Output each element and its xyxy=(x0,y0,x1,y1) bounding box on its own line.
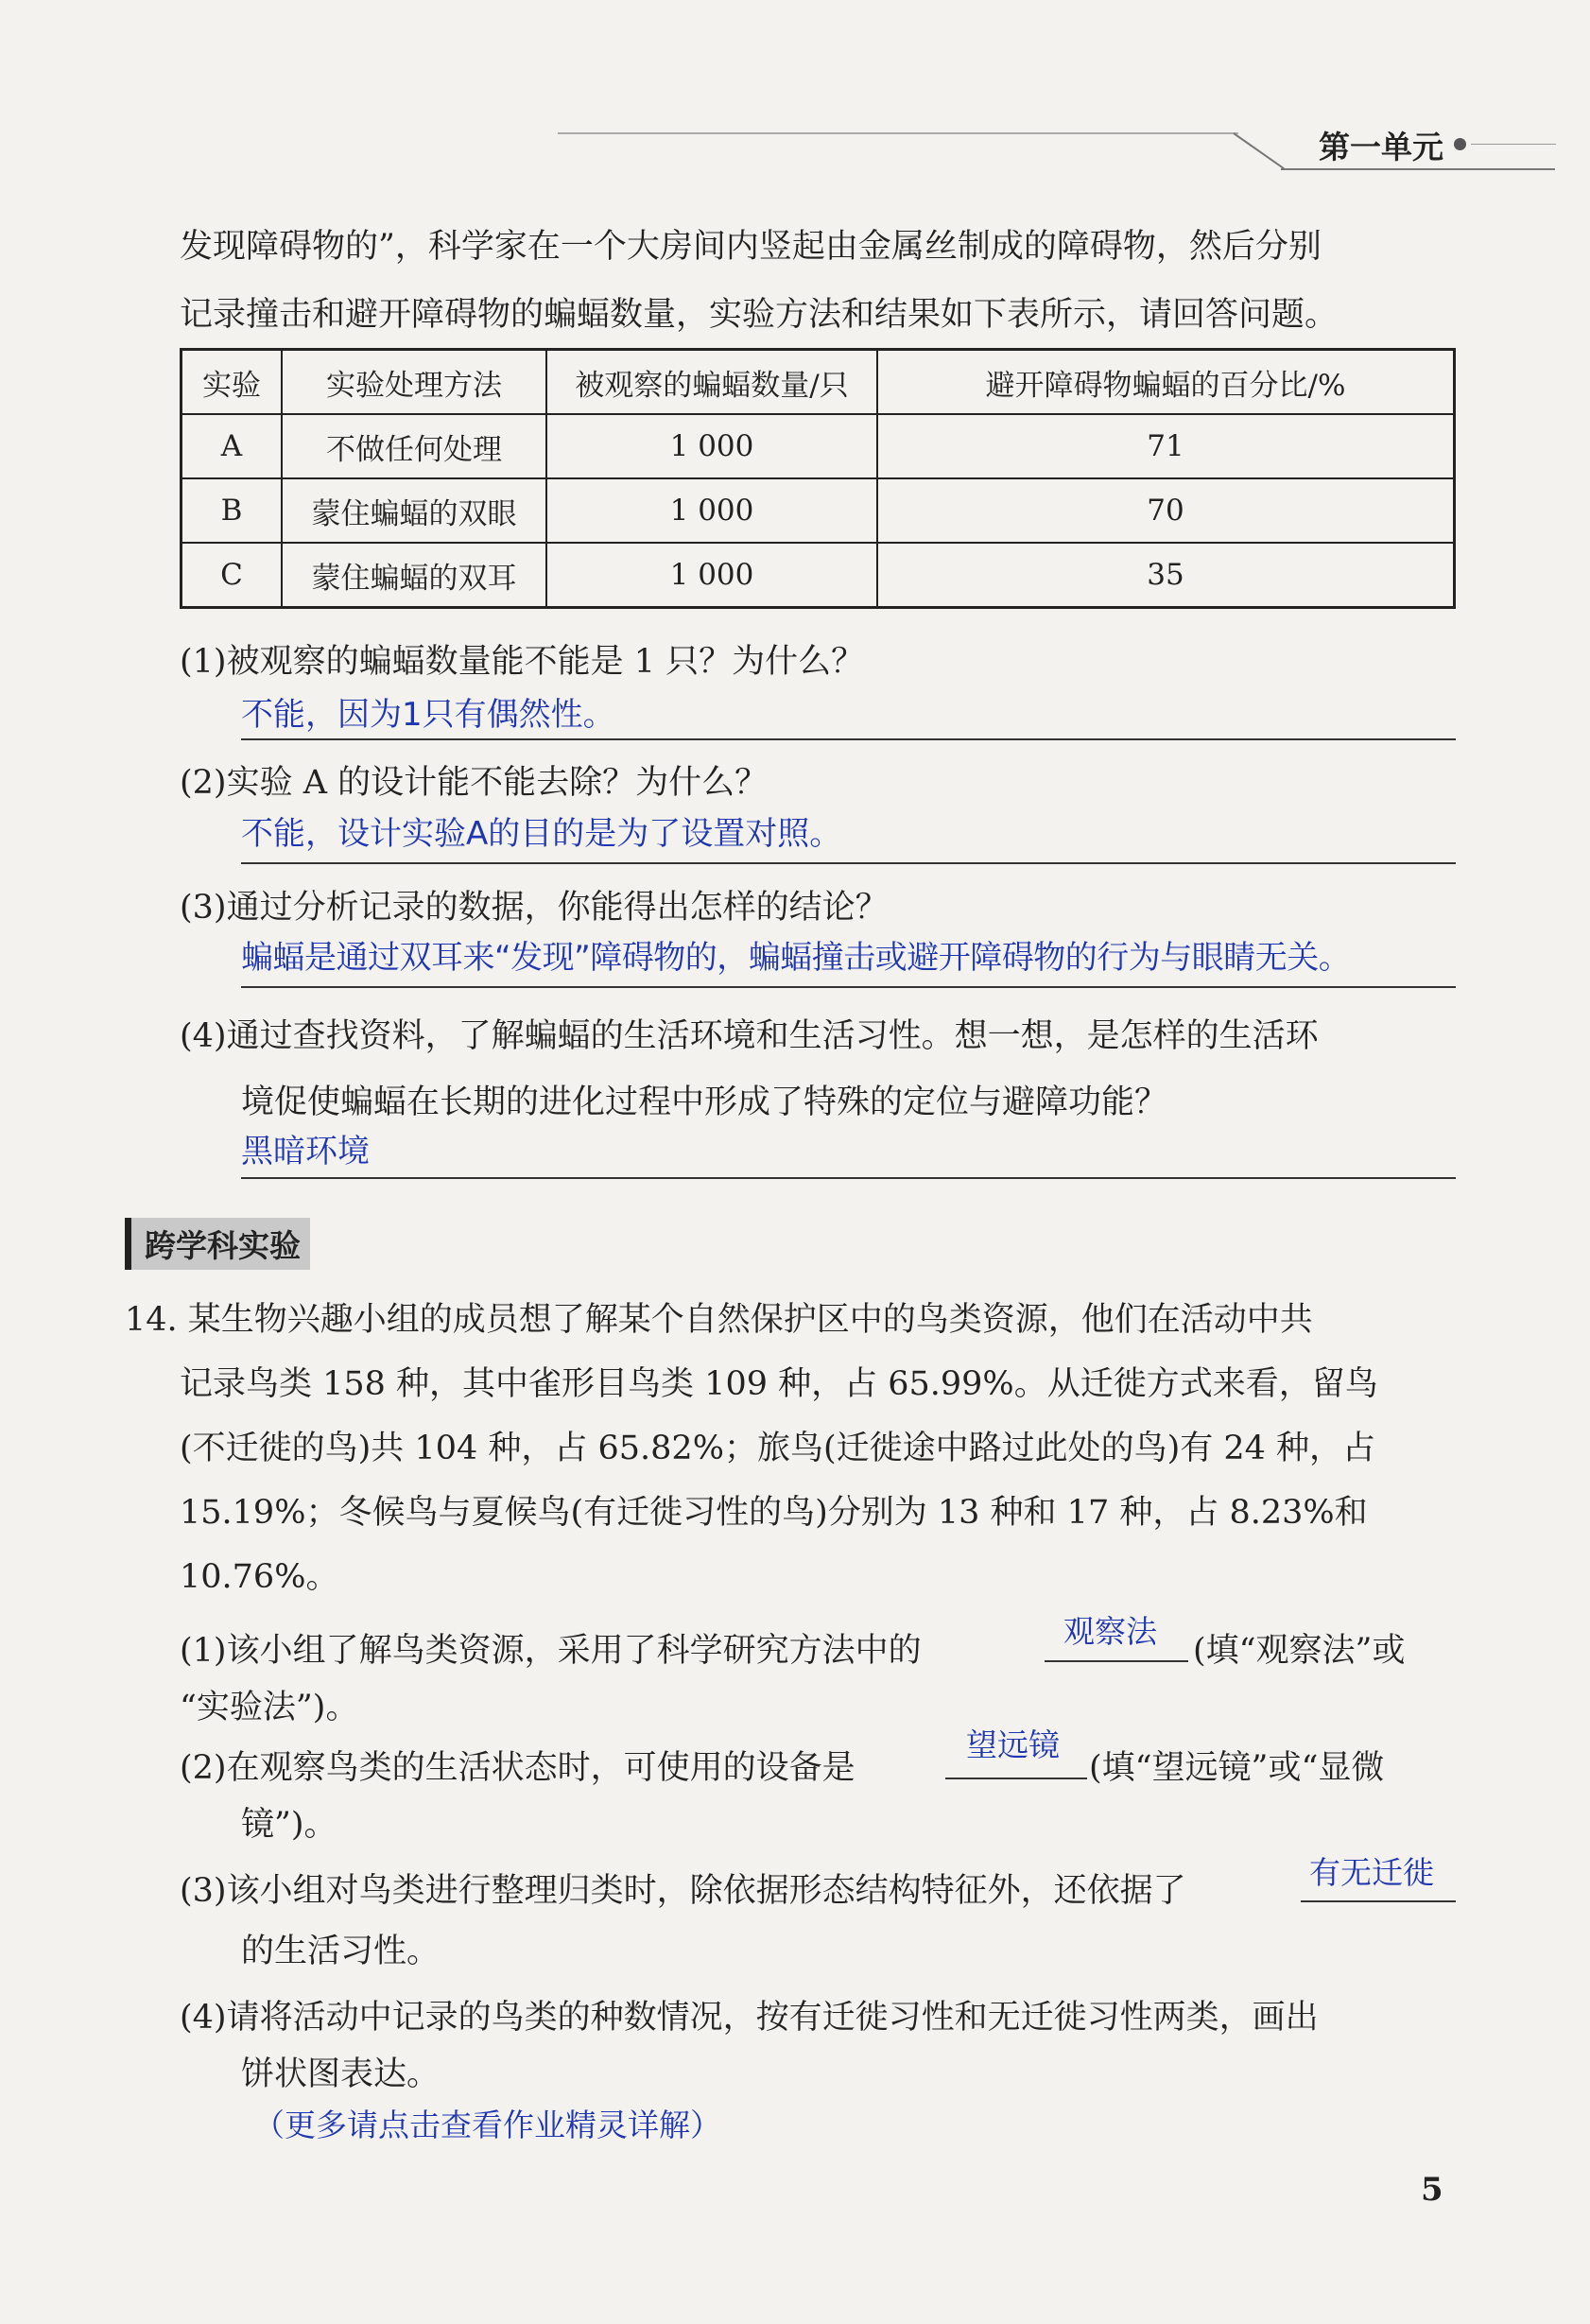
sub-question-4-line1: (4)请将活动中记录的鸟类的种数情况，按有迁徙习性和无迁徙习性两类，画出 xyxy=(180,1999,1319,2037)
sub-question-3-line2: 的生活习性。 xyxy=(241,1933,441,1970)
answer-line xyxy=(241,862,1456,864)
table-cell: 蒙住蝙蝠的双耳 xyxy=(282,543,546,608)
header-rule xyxy=(1281,168,1555,170)
intro-paragraph xyxy=(180,213,1465,349)
table-header: 被观察的蝙蝠数量/只 xyxy=(546,350,877,415)
intro-line: 发现障碍物的”，科学家在一个大房间内竖起由金属丝制成的障碍物，然后分别 xyxy=(180,228,1322,266)
blank-answer-3: 有无迁徙 xyxy=(1309,1854,1434,1891)
table-header: 实验 xyxy=(181,350,283,415)
table-header: 实验处理方法 xyxy=(282,350,546,415)
answer-2: 不能，设计实验A的目的是为了设置对照。 xyxy=(241,815,842,853)
q14-text-line: (不迁徙的鸟)共 104 种，占 65.82%；旅鸟(迁徙途中路过此处的鸟)有 24 种，占 xyxy=(180,1430,1376,1467)
experiment-table xyxy=(180,348,1456,609)
table-cell: 70 xyxy=(877,478,1455,543)
question-2: (2)实验 A 的设计能不能去除？为什么？ xyxy=(180,764,769,802)
table-cell: 蒙住蝙蝠的双眼 xyxy=(282,478,546,543)
answer-line xyxy=(241,986,1456,988)
sub-question-4-line2: 饼状图表达。 xyxy=(241,2055,441,2093)
answer-line xyxy=(241,1177,1456,1179)
sub-question-1: (1)该小组了解鸟类资源，采用了科学研究方法中的 xyxy=(180,1632,922,1670)
blank-line xyxy=(1045,1660,1188,1662)
q14-text-line: 14. 某生物兴趣小组的成员想了解某个自然保护区中的鸟类资源，他们在活动中共 xyxy=(125,1301,1313,1339)
question-4-line1: (4)通过查找资料，了解蝙蝠的生活环境和生活习性。想一想，是怎样的生活环 xyxy=(180,1017,1319,1055)
answer-line xyxy=(241,738,1456,740)
header-rule xyxy=(1471,144,1556,145)
sub-question-1-line2: “实验法”)。 xyxy=(180,1689,359,1726)
table-cell: 1 000 xyxy=(546,414,877,478)
header-rule xyxy=(558,132,1238,134)
table-cell: A xyxy=(181,414,283,478)
sub-question-2-line2: 镜”)。 xyxy=(241,1806,337,1844)
question-1: (1)被观察的蝙蝠数量能不能是 1 只？为什么？ xyxy=(180,643,865,681)
table-cell: 1 000 xyxy=(546,543,877,608)
table-header-row xyxy=(181,350,1455,415)
q14-text-line: 10.76%。 xyxy=(180,1558,339,1596)
sub-question-1-suffix: (填“观察法”或 xyxy=(1193,1632,1406,1670)
answer-1: 不能，因为1只有偶然性。 xyxy=(241,696,615,734)
q14-text-line: 15.19%；冬候鸟与夏候鸟(有迁徙习性的鸟)分别为 13 种和 17 种，占 8.23%和 xyxy=(180,1494,1368,1532)
sub-question-2: (2)在观察鸟类的生活状态时，可使用的设备是 xyxy=(180,1749,855,1787)
question-3: (3)通过分析记录的数据，你能得出怎样的结论？ xyxy=(180,889,889,927)
bullet-icon xyxy=(1454,138,1466,150)
more-details-link[interactable]: （更多请点击查看作业精灵详解） xyxy=(253,2107,721,2143)
blank-line xyxy=(945,1778,1087,1779)
sub-question-3: (3)该小组对鸟类进行整理归类时，除依据形态结构特征外，还依据了 xyxy=(180,1872,1186,1910)
table-cell: C xyxy=(181,543,283,608)
blank-answer-1: 观察法 xyxy=(1063,1613,1157,1650)
table-cell: 1 000 xyxy=(546,478,877,543)
table-row xyxy=(181,543,1455,608)
sub-question-2-suffix: (填“望远镜”或“显微 xyxy=(1089,1749,1385,1787)
unit-title: 第一单元 xyxy=(1319,129,1443,165)
answer-3: 蝙蝠是通过双耳来“发现”障碍物的，蝙蝠撞击或避开障碍物的行为与眼睛无关。 xyxy=(241,939,1351,977)
table-header: 避开障碍物蝙蝠的百分比/% xyxy=(877,350,1455,415)
intro-line: 记录撞击和避开障碍物的蝙蝠数量，实验方法和结果如下表所示，请回答问题。 xyxy=(180,296,1339,334)
blank-line xyxy=(1301,1900,1456,1902)
table-cell: 不做任何处理 xyxy=(282,414,546,478)
answer-4: 黑暗环境 xyxy=(241,1133,370,1171)
table-cell: 35 xyxy=(877,543,1455,608)
table-row xyxy=(181,414,1455,478)
blank-answer-2: 望远镜 xyxy=(966,1726,1060,1763)
page-number: 5 xyxy=(1421,2171,1443,2209)
table-cell: B xyxy=(181,478,283,543)
question-4-line2: 境促使蝙蝠在长期的进化过程中形成了特殊的定位与避障功能？ xyxy=(241,1084,1168,1121)
q14-text-line: 记录鸟类 158 种，其中雀形目鸟类 109 种，占 65.99%。从迁徙方式来看，留鸟 xyxy=(180,1365,1378,1403)
header-rule xyxy=(1233,132,1284,169)
table-row xyxy=(181,478,1455,543)
table-cell: 71 xyxy=(877,414,1455,478)
section-title: 跨学科实验 xyxy=(125,1218,310,1270)
